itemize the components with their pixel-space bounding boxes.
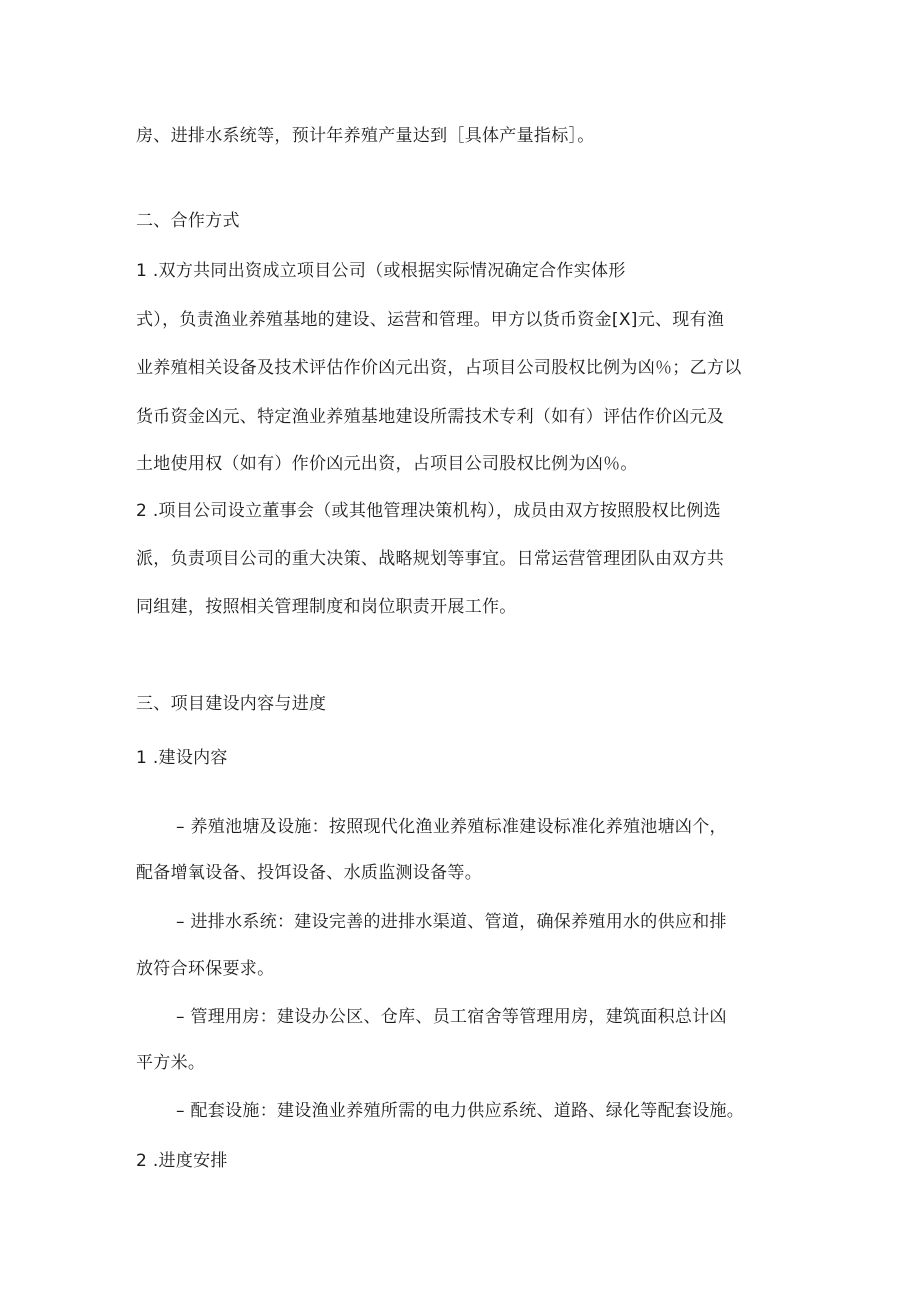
list-item-1-line: 1 .双方共同出资成立项目公司（或根据实际情况确定合作实体形 bbox=[136, 261, 626, 281]
section-heading-cooperation: 二、合作方式 bbox=[136, 211, 240, 231]
section-heading-construction: 三、项目建设内容与进度 bbox=[136, 694, 327, 714]
paragraph-line: 同组建，按照相关管理制度和岗位职责开展工作。 bbox=[136, 597, 517, 617]
paragraph-line: 配备增氧设备、投饵设备、水质监测设备等。 bbox=[136, 863, 482, 883]
bullet-item-water-system: – 进排水系统：建设完善的进排水渠道、管道，确保养殖用水的供应和排 bbox=[176, 912, 727, 932]
paragraph-line: 平方米。 bbox=[136, 1053, 206, 1073]
paragraph-line: 业养殖相关设备及技术评估作价凶元出资，占项目公司股权比例为凶％；乙方以 bbox=[136, 358, 742, 378]
paragraph-line: 式），负责渔业养殖基地的建设、运营和管理。甲方以货币资金[X]元、现有渔 bbox=[136, 310, 725, 330]
subheading-schedule: 2 .进度安排 bbox=[136, 1151, 228, 1171]
paragraph-line: 房、进排水系统等，预计年养殖产量达到［具体产量指标］。 bbox=[136, 126, 595, 146]
subheading-construction-content: 1 .建设内容 bbox=[136, 748, 228, 768]
paragraph-line: 土地使用权（如有）作价凶元出资，占项目公司股权比例为凶％。 bbox=[136, 454, 638, 474]
bullet-item-supporting-facilities: – 配套设施：建设渔业养殖所需的电力供应系统、道路、绿化等配套设施。 bbox=[176, 1101, 745, 1121]
bullet-item-management-buildings: – 管理用房：建设办公区、仓库、员工宿舍等管理用房，建筑面积总计凶 bbox=[176, 1007, 727, 1027]
list-item-2-line: 2 .项目公司设立董事会（或其他管理决策机构），成员由双方按照股权比例选 bbox=[136, 501, 721, 521]
paragraph-line: 货币资金凶元、特定渔业养殖基地建设所需技术专利（如有）评估作价凶元及 bbox=[136, 407, 725, 427]
paragraph-line: 派，负责项目公司的重大决策、战略规划等事宜。日常运营管理团队由双方共 bbox=[136, 549, 725, 569]
paragraph-line: 放符合环保要求。 bbox=[136, 959, 275, 979]
bullet-item-ponds: – 养殖池塘及设施：按照现代化渔业养殖标准建设标准化养殖池塘凶个， bbox=[176, 817, 727, 837]
